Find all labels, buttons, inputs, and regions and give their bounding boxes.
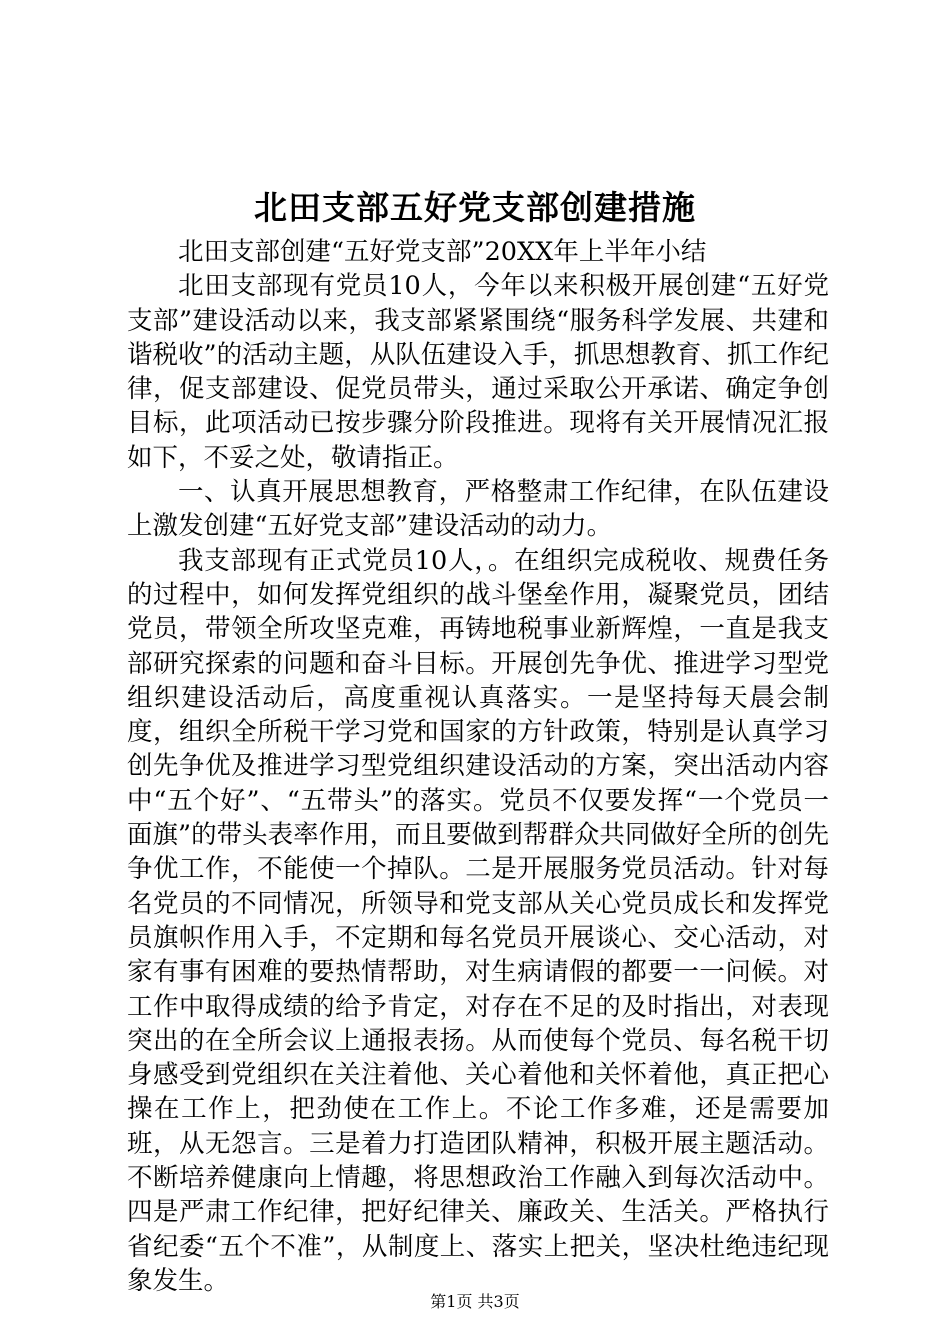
- document-title: 北田支部五好党支部创建措施: [254, 188, 696, 227]
- document-body: [127, 235, 829, 1298]
- body-paragraph-details: 我支部现有正式党员10人，。在组织完成税收、规费任务的过程中，如何发挥党组织的战斗堡垒作用，凝聚党员，团结党员，带领全所攻坚克难，再铸地税事业新辉煌，一直是我支部研究探索的问题和奋斗目标。开展创先争优、推进学习型党组织建设活动后，高度重视认真落实。一是坚持每天晨会制度，组织全所税干学习党和国家的方针政策，特别是认真学习创先争优及推进学习型党组织建设活动的方案，突出活动内容中“五个好”、“五带头”的落实。党员不仅要发挥“一个党员一面旗”的带头表率作用，而且要做到帮群众共同做好全所的创先争优工作，不能使一个掉队。二是开展服务党员活动。针对每名党员的不同情况，所领导和党支部从关心党员成长和发挥党员旗帜作用入手，不定期和每名党员开展谈心、交心活动，对家有事有困难的要热情帮助，对生病请假的都要一一问候。对工作中取得成绩的给予肯定，对存在不足的及时指出，对表现突出的在全所会议上通报表扬。从而使每个党员、每名税干切身感受到党组织在关注着他、关心着他和关怀着他，真正把心操在工作上，把劲使在工作上。不论工作多难，还是需要加班，从无怨言。三是着力打造团队精神，积极开展主题活动。不断培养健康向上情趣，将思想政治工作融入到每次活动中。四是严肃工作纪律，把好纪律关、廉政关、生活关。严格执行省纪委“五个不准”，从制度上、落实上把关，坚决杜绝违纪现象发生。: [127, 545, 829, 1296]
- body-paragraph-intro: 北田支部现有党员10人，今年以来积极开展创建“五好党支部”建设活动以来，我支部紧紧围绕“服务科学发展、共建和谐税收”的活动主题，从队伍建设入手，抓思想教育、抓工作纪律，促支部建设、促党员带头，通过采取公开承诺、确定争创目标，此项活动已按步骤分阶段推进。现将有关开展情况汇报如下，不妥之处，敬请指正。: [127, 271, 829, 473]
- body-paragraph-subtitle: 北田支部创建“五好党支部”20XX年上半年小结: [178, 237, 707, 267]
- body-paragraph-section-heading: 一、认真开展思想教育，严格整肃工作纪律，在队伍建设上激发创建“五好党支部”建设活动的动力。: [127, 477, 829, 542]
- page-footer: 第1页 共3页: [430, 1292, 520, 1311]
